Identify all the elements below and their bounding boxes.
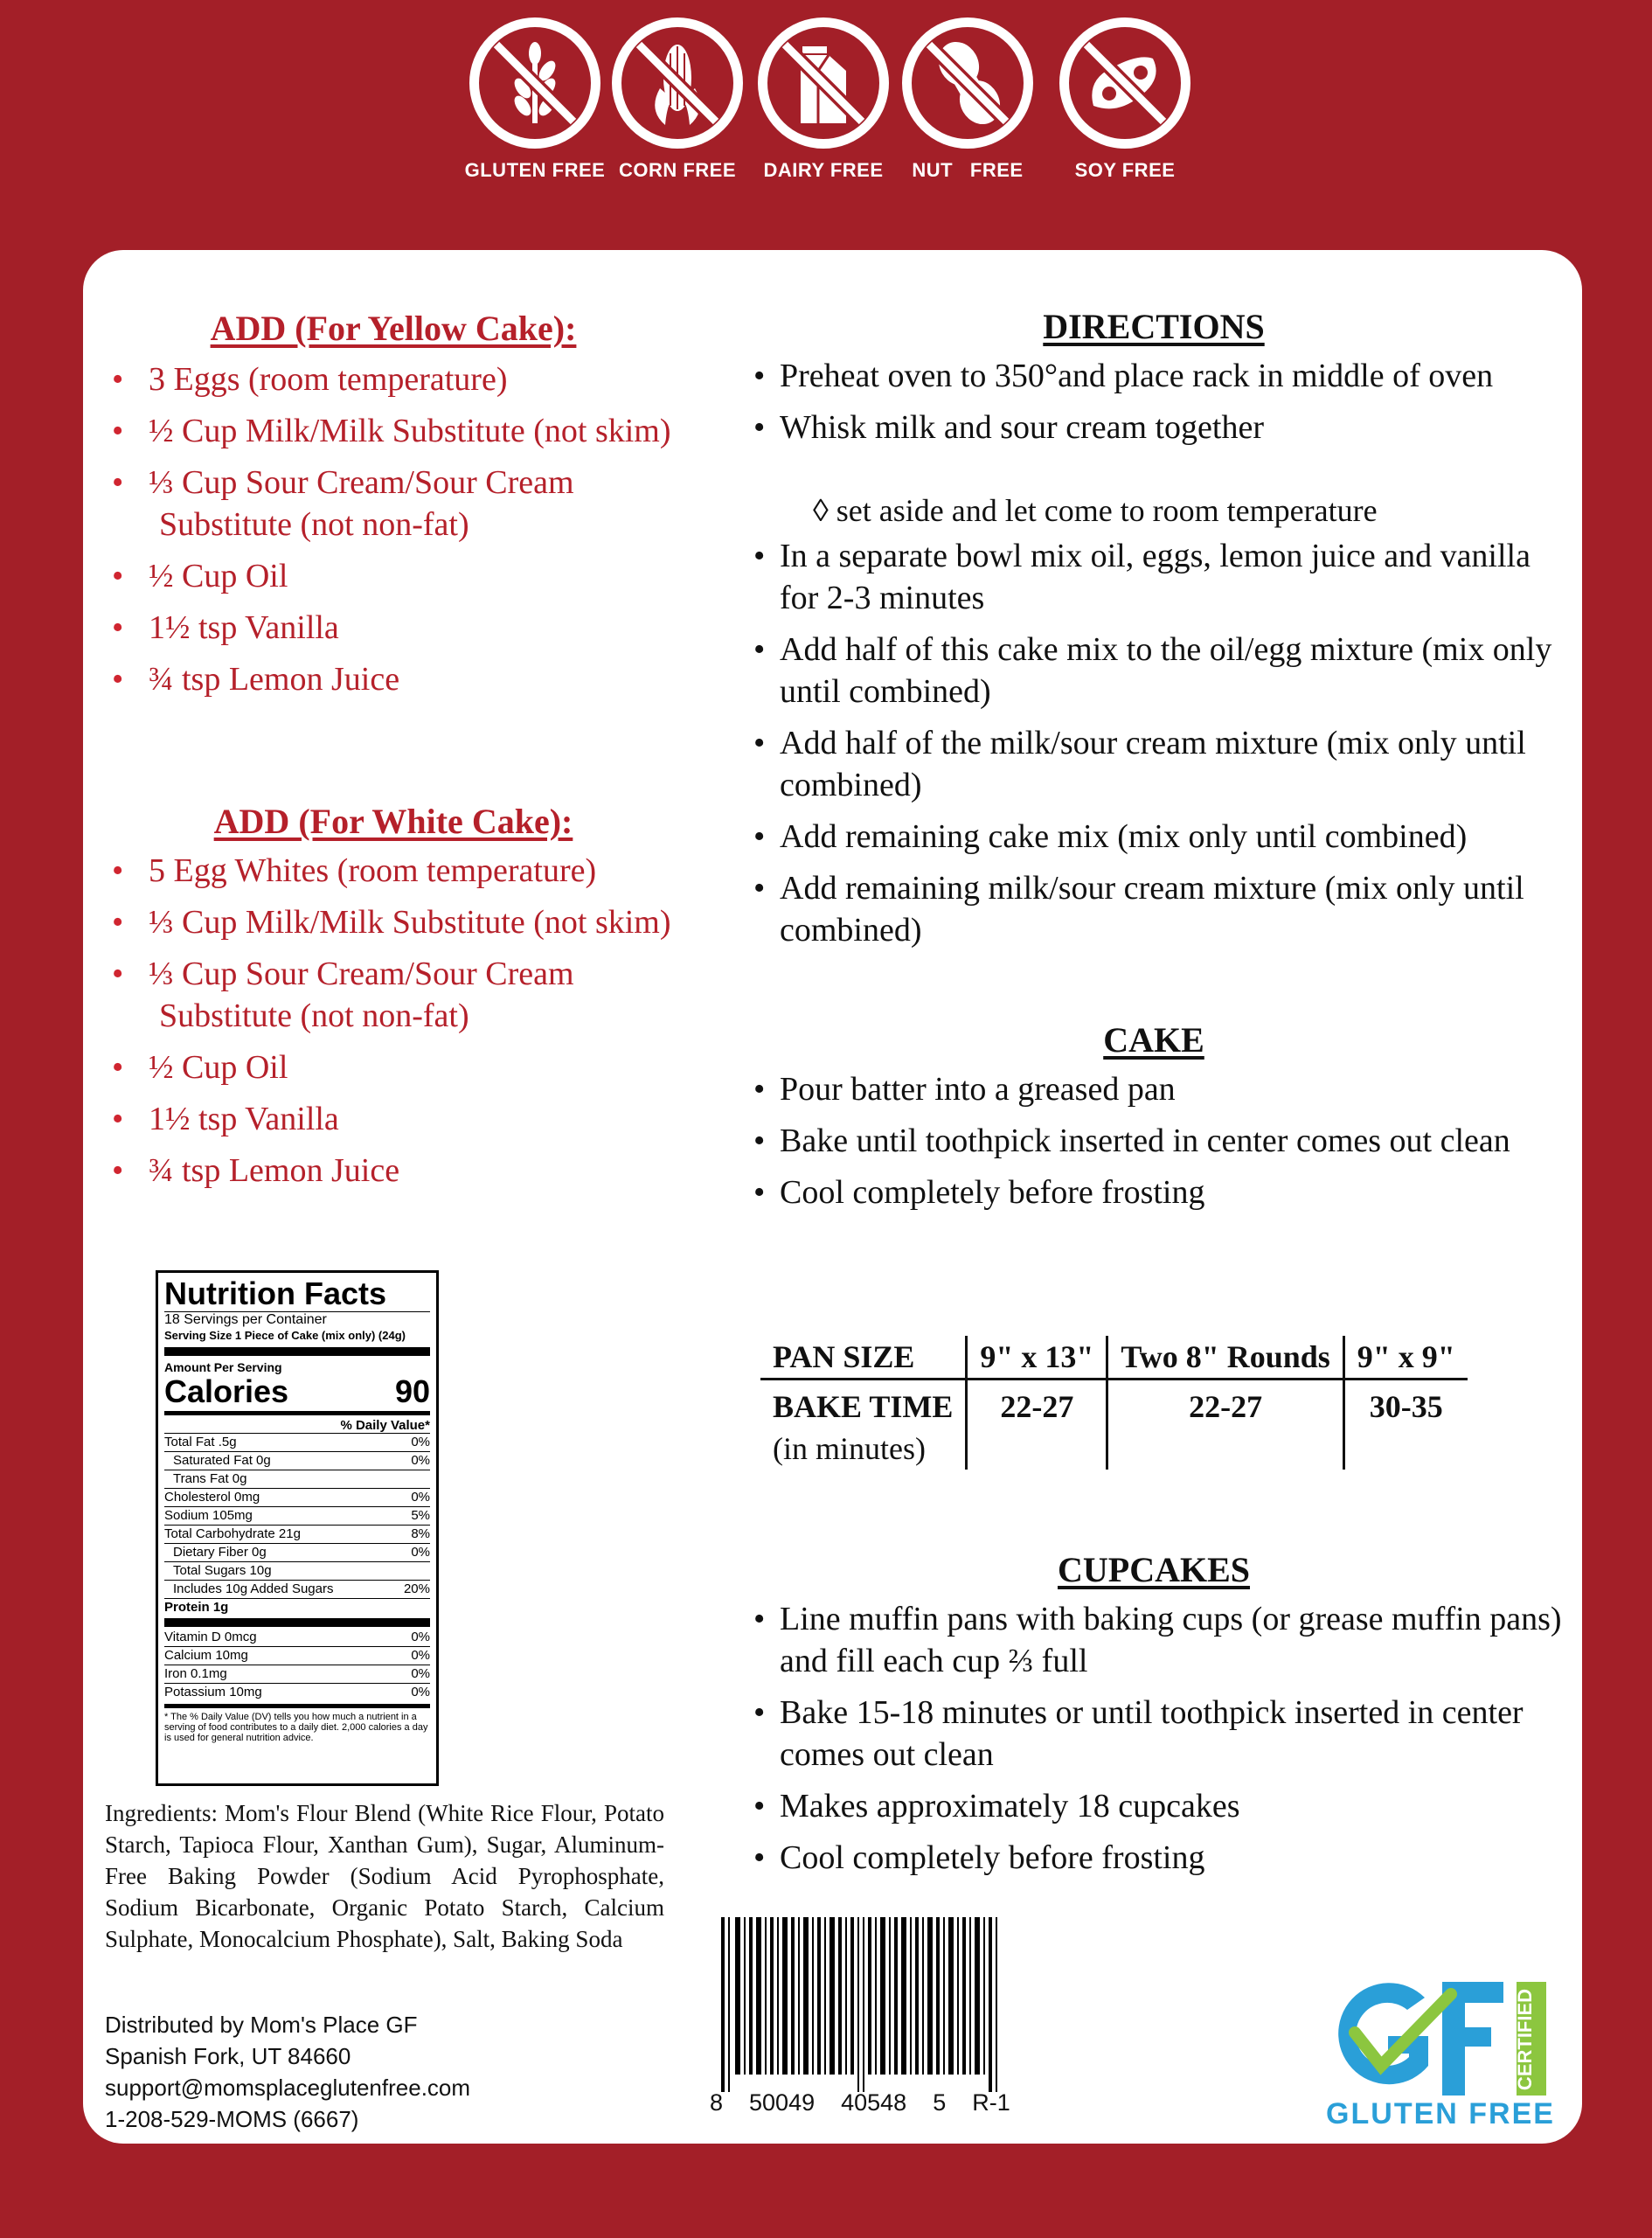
- list-item: • Cool completely before frosting: [753, 1171, 1566, 1213]
- nutrient-row: [164, 1433, 430, 1451]
- gf-caption: GLUTEN FREE: [1326, 2097, 1555, 2129]
- pan-size-table: [760, 1336, 1468, 1470]
- allergen-label: SOY FREE: [1074, 159, 1176, 181]
- cupcakes-list: [753, 1598, 1566, 1888]
- list-item: • In a separate bowl mix oil, eggs, lemon juice and vanilla for 2-3 minutes: [753, 535, 1566, 619]
- bake-time-label: [760, 1380, 967, 1470]
- wheat-icon: [469, 17, 600, 149]
- nutrient-dv: 0%: [411, 1490, 430, 1505]
- nutrient-name: Total Carbohydrate 21g: [164, 1526, 301, 1541]
- vitamin-name: Calcium 10mg: [164, 1648, 248, 1663]
- list-item: • ½ Cup Oil: [122, 555, 699, 597]
- vitamin-row: [164, 1646, 430, 1665]
- pan-size-9x13: 9" x 13": [967, 1336, 1107, 1380]
- distributor-email: support@momsplaceglutenfree.com: [105, 2075, 471, 2101]
- list-item: • ⅓ Cup Sour Cream/Sour Cream Substitute (not non-fat): [122, 462, 699, 546]
- vitamin-row: [164, 1683, 430, 1701]
- nutrition-facts: [156, 1270, 439, 1786]
- servings-per-container: 18 Servings per Container: [164, 1312, 327, 1327]
- nutrient-row: [164, 1451, 430, 1470]
- list-item: • ⅓ Cup Sour Cream/Sour Cream Substitute (not non-fat): [122, 953, 699, 1037]
- list-item: • 3 Eggs (room temperature): [122, 358, 699, 400]
- amount-per-serving: Amount Per Serving: [164, 1360, 282, 1374]
- list-item: • ¾ tsp Lemon Juice: [122, 658, 699, 700]
- gf-certified-logo: [1320, 1963, 1560, 2129]
- barcode-image: [721, 1917, 1010, 2092]
- directions-list-b: [753, 535, 1566, 961]
- bake-time-title: BAKE TIME: [773, 1389, 954, 1424]
- list-item: • Bake 15-18 minutes or until toothpick inserted in center comes out clean: [753, 1692, 1566, 1776]
- nutrient-name: Cholesterol 0mg: [164, 1490, 260, 1505]
- vitamin-name: Potassium 10mg: [164, 1685, 262, 1699]
- vitamin-row: [164, 1629, 430, 1646]
- allergen-soy: [1042, 17, 1208, 182]
- nutrition-footnote: * The % Daily Value (DV) tells you how much a nutrient in a serving of food contributes to a daily diet. 2,000 calories a day is used for general nutrition advice.: [164, 1712, 428, 1743]
- bake-time-9x9: 30-35: [1343, 1380, 1467, 1470]
- nutrient-row: [164, 1470, 430, 1488]
- white-cake-list: [122, 850, 699, 1201]
- ingredients-text: Ingredients: Mom's Flour Blend (White Rice Flour, Potato Starch, Tapioca Flour, Xanthan Gum), Sugar, Aluminum-Free Baking Powder (Sodium Acid Pyrophosphate, Sodium Bicarbonate, Organic Potato Starch, Calcium Sulphate, Monocalcium Phosphate), Salt, Baking Soda: [105, 1800, 664, 1952]
- list-item: • Add remaining milk/sour cream mixture (mix only until combined): [753, 867, 1566, 951]
- nutrient-name: Sodium 105mg: [164, 1508, 253, 1523]
- calories-label: Calories: [164, 1373, 289, 1409]
- distributor-address: Spanish Fork, UT 84660: [105, 2043, 351, 2069]
- vitamin-row: [164, 1665, 430, 1683]
- nutrient-name: Total Sugars 10g: [173, 1563, 272, 1578]
- allergen-gluten: [452, 17, 618, 182]
- allergen-dairy: [740, 17, 906, 182]
- nutrient-row: [164, 1506, 430, 1525]
- nutrient-dv: 0%: [411, 1545, 430, 1560]
- nutrient-name: Total Fat .5g: [164, 1435, 237, 1449]
- list-item: • Whisk milk and sour cream together: [753, 407, 1566, 448]
- bake-time-sub: (in minutes): [773, 1431, 926, 1466]
- distributor-info: [105, 2009, 664, 2135]
- directions-subnote: ◊ set aside and let come to room temperature: [813, 493, 1378, 528]
- gf-certified-text: CERTIFIED: [1514, 1988, 1536, 2091]
- allergen-banner: [0, 17, 1652, 219]
- distributor-name: Distributed by Mom's Place GF: [105, 2012, 418, 2038]
- directions-heading: DIRECTIONS: [1043, 307, 1265, 346]
- nutrient-name: Saturated Fat 0g: [173, 1453, 271, 1468]
- list-item: • ⅓ Cup Milk/Milk Substitute (not skim): [122, 901, 699, 943]
- nutrient-row: [164, 1561, 430, 1580]
- allergen-label: DAIRY FREE: [763, 159, 884, 181]
- corn-icon: [612, 17, 743, 149]
- list-item: • ¾ tsp Lemon Juice: [122, 1150, 699, 1192]
- list-item: • Add half of the milk/sour cream mixture (mix only until combined): [753, 722, 1566, 806]
- nutrient-dv: 8%: [411, 1526, 430, 1541]
- list-item: • Bake until toothpick inserted in center comes out clean: [753, 1120, 1566, 1162]
- white-cake-heading: ADD (For White Cake):: [213, 802, 573, 841]
- milk-carton-icon: [758, 17, 889, 149]
- nutrient-row: [164, 1580, 430, 1598]
- allergen-label: CORN FREE: [618, 159, 737, 181]
- vitamin-dv: 0%: [411, 1648, 430, 1663]
- allergen-nut: [885, 17, 1051, 182]
- nutrition-title: Nutrition Facts: [164, 1275, 387, 1311]
- bake-time-9x13: 22-27: [967, 1380, 1107, 1470]
- list-item: • Cool completely before frosting: [753, 1837, 1566, 1879]
- bake-time-8-rounds: 22-27: [1107, 1380, 1343, 1470]
- nutrient-name: Dietary Fiber 0g: [173, 1545, 267, 1560]
- list-item: • Makes approximately 18 cupcakes: [753, 1785, 1566, 1827]
- nutrient-dv: 0%: [411, 1453, 430, 1468]
- daily-value-header: % Daily Value*: [340, 1418, 430, 1433]
- serving-size: Serving Size 1 Piece of Cake (mix only) (24g): [164, 1329, 406, 1342]
- pan-size-9x9: 9" x 9": [1343, 1336, 1467, 1380]
- nutrient-name: Trans Fat 0g: [173, 1471, 247, 1486]
- cupcakes-heading: CUPCAKES: [1057, 1550, 1251, 1589]
- nutrient-row: [164, 1488, 430, 1506]
- cake-heading: CAKE: [1103, 1020, 1204, 1060]
- peanut-icon: [902, 17, 1033, 149]
- nutrient-row: [164, 1543, 430, 1561]
- calories-value: 90: [394, 1373, 430, 1409]
- nutrient-name: Protein 1g: [164, 1600, 229, 1615]
- pan-size-label: PAN SIZE: [760, 1336, 967, 1380]
- directions-list-a: [753, 355, 1566, 458]
- nutrient-dv: 0%: [411, 1435, 430, 1449]
- nutrient-dv: 20%: [403, 1581, 430, 1596]
- nutrient-dv: 5%: [411, 1508, 430, 1523]
- yellow-cake-heading: ADD (For Yellow Cake):: [210, 309, 577, 348]
- list-item: • Add remaining cake mix (mix only until combined): [753, 816, 1566, 858]
- list-item: • Pour batter into a greased pan: [753, 1068, 1566, 1110]
- soybean-icon: [1059, 17, 1190, 149]
- vitamin-dv: 0%: [411, 1666, 430, 1681]
- list-item: • ½ Cup Milk/Milk Substitute (not skim): [122, 410, 699, 452]
- cake-list: [753, 1068, 1566, 1223]
- pan-size-8-rounds: Two 8" Rounds: [1107, 1336, 1343, 1380]
- yellow-cake-list: [122, 358, 699, 710]
- list-item: • ½ Cup Oil: [122, 1046, 699, 1088]
- list-item: • Add half of this cake mix to the oil/egg mixture (mix only until combined): [753, 629, 1566, 712]
- list-item: • Preheat oven to 350°and place rack in middle of oven: [753, 355, 1566, 397]
- list-item: • 1½ tsp Vanilla: [122, 607, 699, 649]
- vitamin-name: Iron 0.1mg: [164, 1666, 227, 1681]
- nutrient-row: [164, 1525, 430, 1543]
- nutrient-row: [164, 1598, 430, 1616]
- list-item: • 1½ tsp Vanilla: [122, 1098, 699, 1140]
- calories-row: [164, 1375, 430, 1408]
- list-item: • Line muffin pans with baking cups (or grease muffin pans) and fill each cup ⅔ full: [753, 1598, 1566, 1682]
- nutrient-name: Includes 10g Added Sugars: [173, 1581, 334, 1596]
- list-item: • 5 Egg Whites (room temperature): [122, 850, 699, 892]
- vitamin-name: Vitamin D 0mcg: [164, 1630, 257, 1644]
- distributor-phone: 1-208-529-MOMS (6667): [105, 2106, 359, 2132]
- allergen-label: NUT FREE: [912, 159, 1024, 181]
- barcode-number: 8 50049 40548 5 R-1: [710, 2089, 1010, 2116]
- vitamin-dv: 0%: [411, 1685, 430, 1699]
- vitamin-dv: 0%: [411, 1630, 430, 1644]
- allergen-label: GLUTEN FREE: [464, 159, 606, 181]
- allergen-corn: [594, 17, 760, 182]
